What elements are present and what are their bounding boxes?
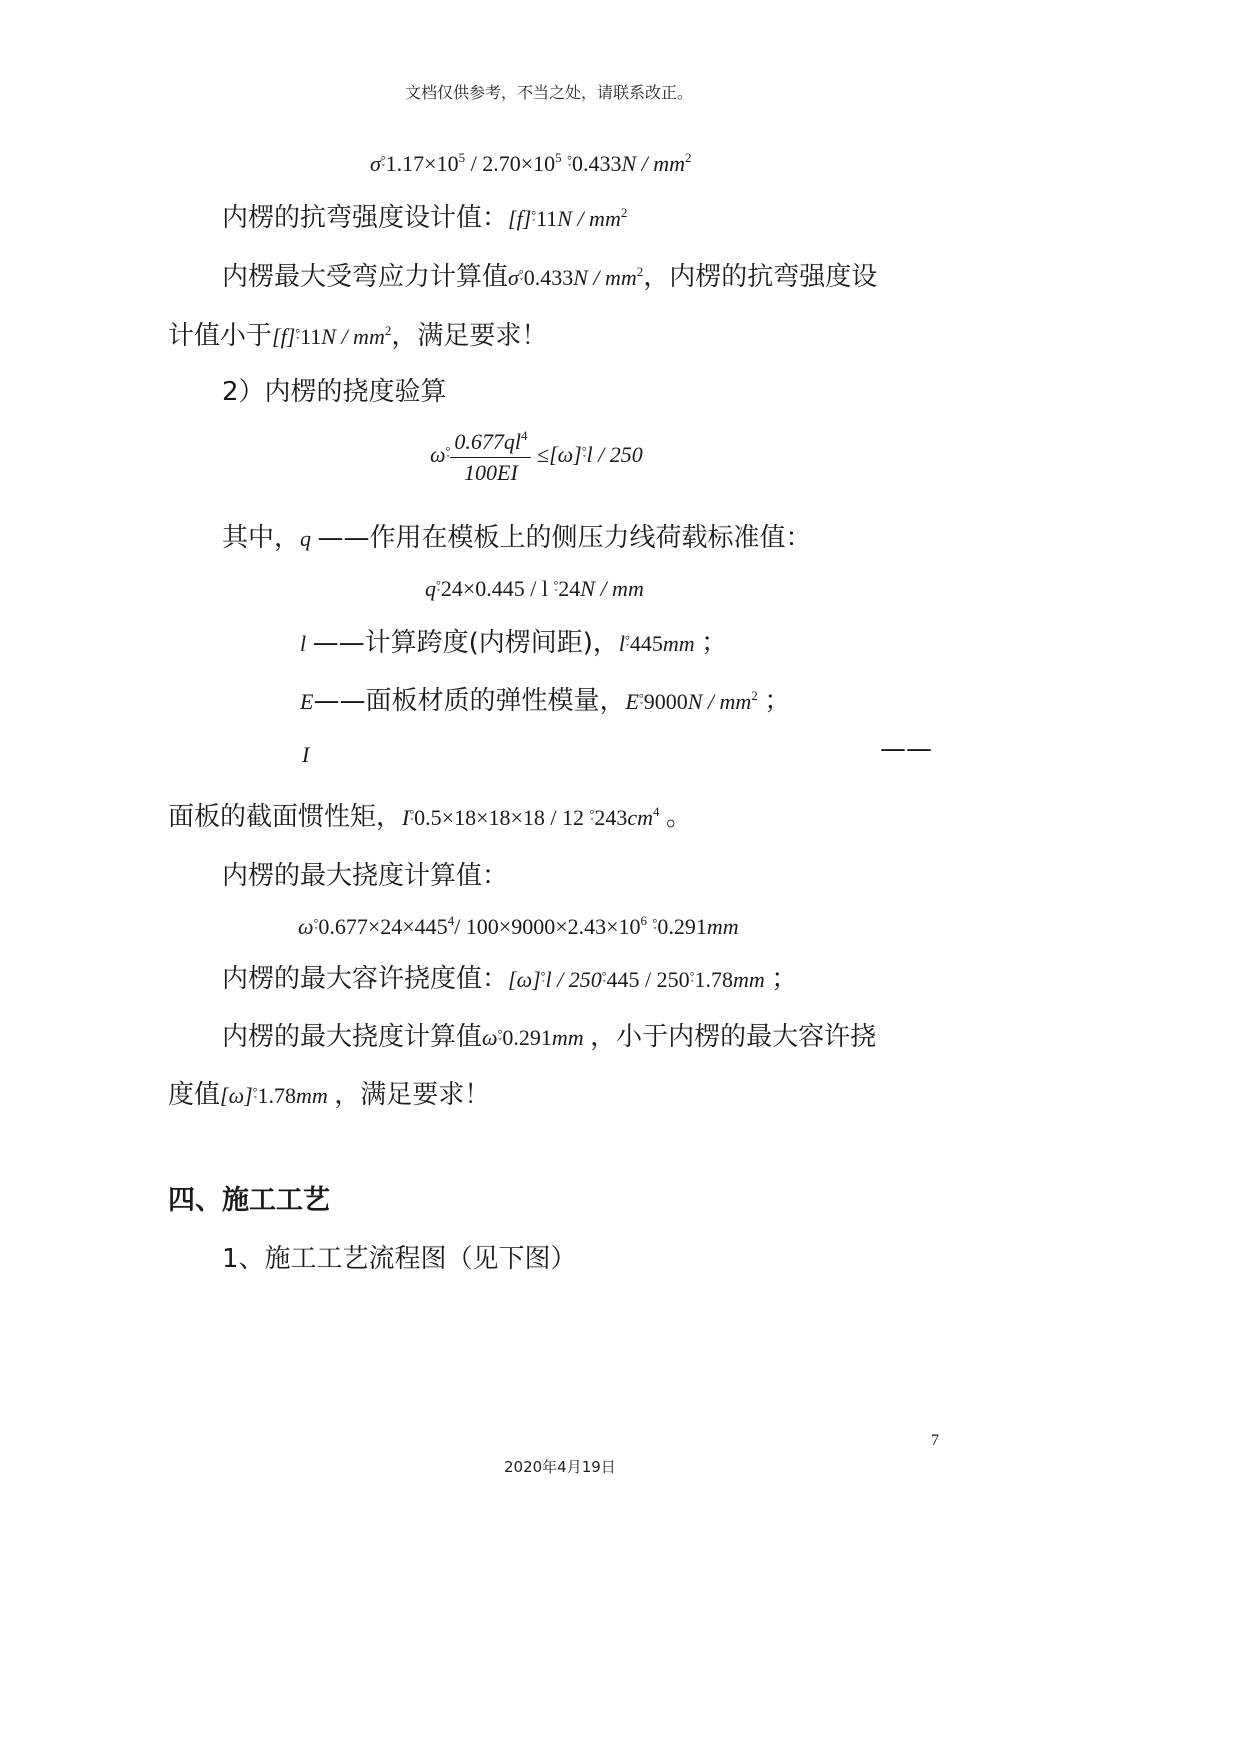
deflection-computation: $\omega^{ׇ^\circ}0.677\times 24\times 445^4/$ $100\times 9000\times 2.43\times 10^6$ ׇ°0.291mm xyxy=(298,913,739,939)
where-q-line: 其中，q ——作用在模板上的侧压力线荷载标准值： xyxy=(222,523,812,553)
sub-heading: 1、施工工艺流程图（见下图） xyxy=(222,1244,577,1274)
flexural-strength-design-line: 内楞的抗弯强度设计值：$[f]^{ׇ^\circ}11N / mm^2$ xyxy=(222,203,628,233)
max-stress-line-2: 计值小于$[f]^{ׇ^\circ}11N / mm^2$，满足要求！ xyxy=(168,321,548,351)
max-deflection-title: 内楞的最大挠度计算值： xyxy=(222,861,509,891)
allowable-deflection-line: 内楞的最大容许挠度值：[ω]ׇ°l / 250ׇ°445 / 250ׇ°1.78mm ； xyxy=(222,964,798,994)
l-definition: l ——计算跨度(内楞间距)，lׇ°445mm ； xyxy=(300,628,728,658)
deflection-formula: ωׇ° $\frac{0.677ql^4}{100EI}$ ≤[ω]ׇ°l / 250 xyxy=(430,428,643,485)
deflection-fraction: $\frac{0.677ql^4}{100EI}$ xyxy=(450,428,531,486)
page-header: 文档仅供参考，不当之处，请联系改正。 xyxy=(405,83,694,102)
section-heading: 四、施工工艺 xyxy=(168,1185,330,1216)
deflection-check-title: 2）内楞的挠度验算 xyxy=(222,377,447,407)
q-equation: qׇ°24×0.445 / l ׇ°24N / mm xyxy=(425,576,644,601)
footer-date: 2020年4月19日 xyxy=(504,1458,616,1476)
max-stress-line-1: 内楞最大受弯应力计算值$\sigma^{ׇ^\circ}0.433N / mm^2$，内楞的抗弯强度设 xyxy=(222,262,878,292)
I-dash: —— xyxy=(880,734,932,764)
I-definition-line: 面板的截面惯性矩，Iׇ°0.5×18×18×18 / 12 $^{ׇ^\circ}243cm^4$ 。 xyxy=(168,802,692,832)
page-number: 7 xyxy=(931,1432,939,1449)
sigma-equation: $\sigma^{ׇ^\circ}1.17\times 10^5 / 2.70\times 10^5$ $^{ׇ^\circ}0.433N / mm^2$ xyxy=(370,150,692,176)
conclusion-line-2: 度值[ω]ׇ°1.78mm ，满足要求！ xyxy=(168,1080,491,1110)
conclusion-line-1: 内楞的最大挠度计算值ωׇ°0.291mm ，小于内楞的最大容许挠 xyxy=(222,1022,877,1052)
I-symbol: I xyxy=(302,742,310,767)
E-definition: E——面板材质的弹性模量，$E^{ׇ^\circ}9000N / mm^2$ ； xyxy=(300,686,791,716)
